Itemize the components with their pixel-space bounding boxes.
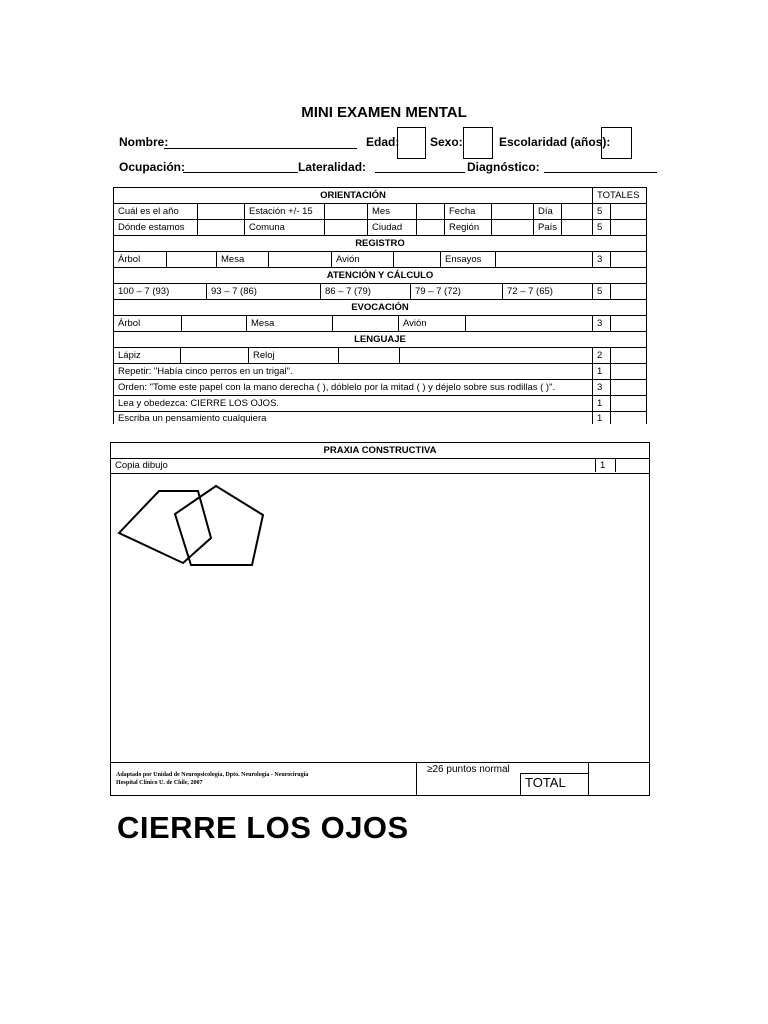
- total-cell[interactable]: [610, 380, 647, 395]
- item-label: Región: [444, 220, 491, 235]
- table-row: [114, 284, 647, 300]
- escolaridad-label: Escolaridad (años):: [499, 135, 611, 149]
- section-row: [114, 332, 647, 348]
- item-label: Repetir: "Había cinco perros en un trigal".: [118, 366, 293, 377]
- item-label: País: [533, 220, 561, 235]
- diagnostico-field[interactable]: [544, 172, 657, 173]
- item-label: Ensayos: [440, 252, 495, 267]
- score-cell[interactable]: [491, 220, 533, 235]
- praxia-section: [110, 442, 650, 796]
- pentagon-right: [175, 486, 263, 565]
- table-row: [114, 412, 647, 424]
- max-score: 1: [592, 412, 610, 424]
- total-cell[interactable]: [588, 763, 648, 795]
- instruction-text: CIERRE LOS OJOS: [117, 810, 409, 845]
- score-cell[interactable]: [416, 220, 444, 235]
- adaptation-note-1: Adaptado por Unidad de Neuropsicología, Dpto. Neurología - Neurocirugía: [116, 772, 309, 778]
- score-cell[interactable]: [491, 204, 533, 219]
- sexo-label: Sexo:: [430, 135, 463, 149]
- normal-threshold: ≥26 puntos normal: [416, 763, 520, 795]
- item-label: Orden: "Tome este papel con la mano derecha ( ), dóblelo por la mitad ( ) y déjelo sobre sus rodillas ( )".: [118, 382, 556, 393]
- max-score: 1: [592, 396, 610, 411]
- score-cell[interactable]: [197, 220, 244, 235]
- nombre-field[interactable]: [164, 148, 357, 149]
- row-label: Cuál es el año: [118, 206, 179, 217]
- max-score: 5: [592, 204, 610, 219]
- item-label: Mesa: [216, 252, 268, 267]
- total-cell[interactable]: [610, 284, 647, 299]
- section-lenguaje: LENGUAJE: [354, 334, 406, 345]
- item-label: Avión: [398, 316, 465, 331]
- pentagon-left: [119, 491, 211, 563]
- score-cell[interactable]: [324, 204, 367, 219]
- table-row: [114, 396, 647, 412]
- score-cell[interactable]: [495, 252, 592, 267]
- score-cell[interactable]: [166, 252, 216, 267]
- score-cell[interactable]: [181, 316, 246, 331]
- item-label: Avión: [331, 252, 393, 267]
- edad-box[interactable]: [397, 127, 426, 159]
- max-score: 1: [592, 364, 610, 379]
- total-cell[interactable]: [610, 220, 647, 235]
- page-title: MINI EXAMEN MENTAL: [301, 104, 467, 121]
- footer-bar: [110, 762, 650, 796]
- table-row: [114, 316, 647, 332]
- ocupacion-field[interactable]: [183, 172, 298, 173]
- max-score: 3: [592, 252, 610, 267]
- max-score: 3: [592, 380, 610, 395]
- intersecting-pentagons-figure: [111, 474, 649, 624]
- item-label: Mesa: [246, 316, 332, 331]
- score-cell[interactable]: [268, 252, 331, 267]
- score-cell[interactable]: [338, 348, 399, 363]
- total-cell[interactable]: [610, 204, 647, 219]
- item-label: 86 – 7 (79): [320, 284, 410, 299]
- scoring-table: [113, 187, 647, 424]
- adaptation-note-2: Hospital Clínico U. de Chile, 2007: [116, 780, 203, 786]
- praxia-title: PRAXIA CONSTRUCTIVA: [111, 443, 649, 459]
- item-label: 72 – 7 (65): [502, 284, 592, 299]
- score-cell[interactable]: [399, 348, 592, 363]
- item-label: 79 – 7 (72): [410, 284, 502, 299]
- section-orientacion: ORIENTACIÓN: [320, 190, 386, 201]
- item-label: Ciudad: [367, 220, 416, 235]
- sexo-box[interactable]: [463, 127, 493, 159]
- item-label: Fecha: [444, 204, 491, 219]
- max-score: 1: [595, 459, 615, 472]
- item-label: 93 – 7 (86): [206, 284, 320, 299]
- max-score: 5: [592, 284, 610, 299]
- section-row: [114, 300, 647, 316]
- row-label: Dónde estamos: [118, 222, 185, 233]
- total-cell[interactable]: [610, 412, 647, 424]
- nombre-label: Nombre:: [119, 135, 169, 149]
- max-score: 5: [592, 220, 610, 235]
- table-row: [114, 348, 647, 364]
- table-row: [114, 252, 647, 268]
- item-label: Día: [533, 204, 561, 219]
- item-label: Árbol: [118, 318, 141, 329]
- score-cell[interactable]: [324, 220, 367, 235]
- table-row: [114, 380, 647, 396]
- lateralidad-field[interactable]: [375, 172, 465, 173]
- section-evocacion: EVOCACIÓN: [351, 302, 409, 313]
- total-cell[interactable]: [610, 364, 647, 379]
- table-row: [114, 364, 647, 380]
- total-cell[interactable]: [610, 396, 647, 411]
- section-atencion: ATENCIÓN Y CÁLCULO: [326, 270, 434, 281]
- score-cell[interactable]: [332, 316, 398, 331]
- total-label: TOTAL: [520, 773, 588, 795]
- escolaridad-box[interactable]: [601, 127, 632, 159]
- item-label: Escriba un pensamiento cualquiera: [118, 413, 267, 424]
- edad-label: Edad:: [366, 135, 400, 149]
- section-row: [114, 268, 647, 284]
- totales-header: TOTALES: [592, 188, 647, 203]
- lateralidad-label: Lateralidad:: [298, 160, 367, 174]
- item-label: Estación +/- 15: [244, 204, 324, 219]
- item-label: Reloj: [248, 348, 338, 363]
- score-cell[interactable]: [465, 316, 592, 331]
- total-cell[interactable]: [615, 459, 649, 472]
- item-label: Árbol: [118, 254, 141, 265]
- max-score: 2: [592, 348, 610, 363]
- diagnostico-label: Diagnóstico:: [467, 160, 540, 174]
- item-label: Lápiz: [118, 350, 141, 361]
- ocupacion-label: Ocupación:: [119, 160, 186, 174]
- score-cell[interactable]: [197, 204, 244, 219]
- table-row: [114, 204, 647, 220]
- section-row: [114, 236, 647, 252]
- score-cell[interactable]: [180, 348, 248, 363]
- max-score: 3: [592, 316, 610, 331]
- total-cell[interactable]: [610, 252, 647, 267]
- score-cell[interactable]: [416, 204, 444, 219]
- section-registro: REGISTRO: [355, 238, 405, 249]
- item-label: 100 – 7 (93): [118, 286, 170, 297]
- score-cell[interactable]: [393, 252, 440, 267]
- praxia-row: [111, 459, 649, 474]
- table-row: [114, 220, 647, 236]
- score-cell[interactable]: [561, 220, 592, 235]
- copia-label: Copia dibujo: [115, 460, 168, 471]
- orientacion-header-row: [114, 188, 647, 204]
- total-cell[interactable]: [610, 348, 647, 363]
- score-cell[interactable]: [561, 204, 592, 219]
- item-label: Comuna: [244, 220, 324, 235]
- item-label: Mes: [367, 204, 416, 219]
- item-label: Lea y obedezca: CIERRE LOS OJOS.: [118, 398, 280, 409]
- total-cell[interactable]: [610, 316, 647, 331]
